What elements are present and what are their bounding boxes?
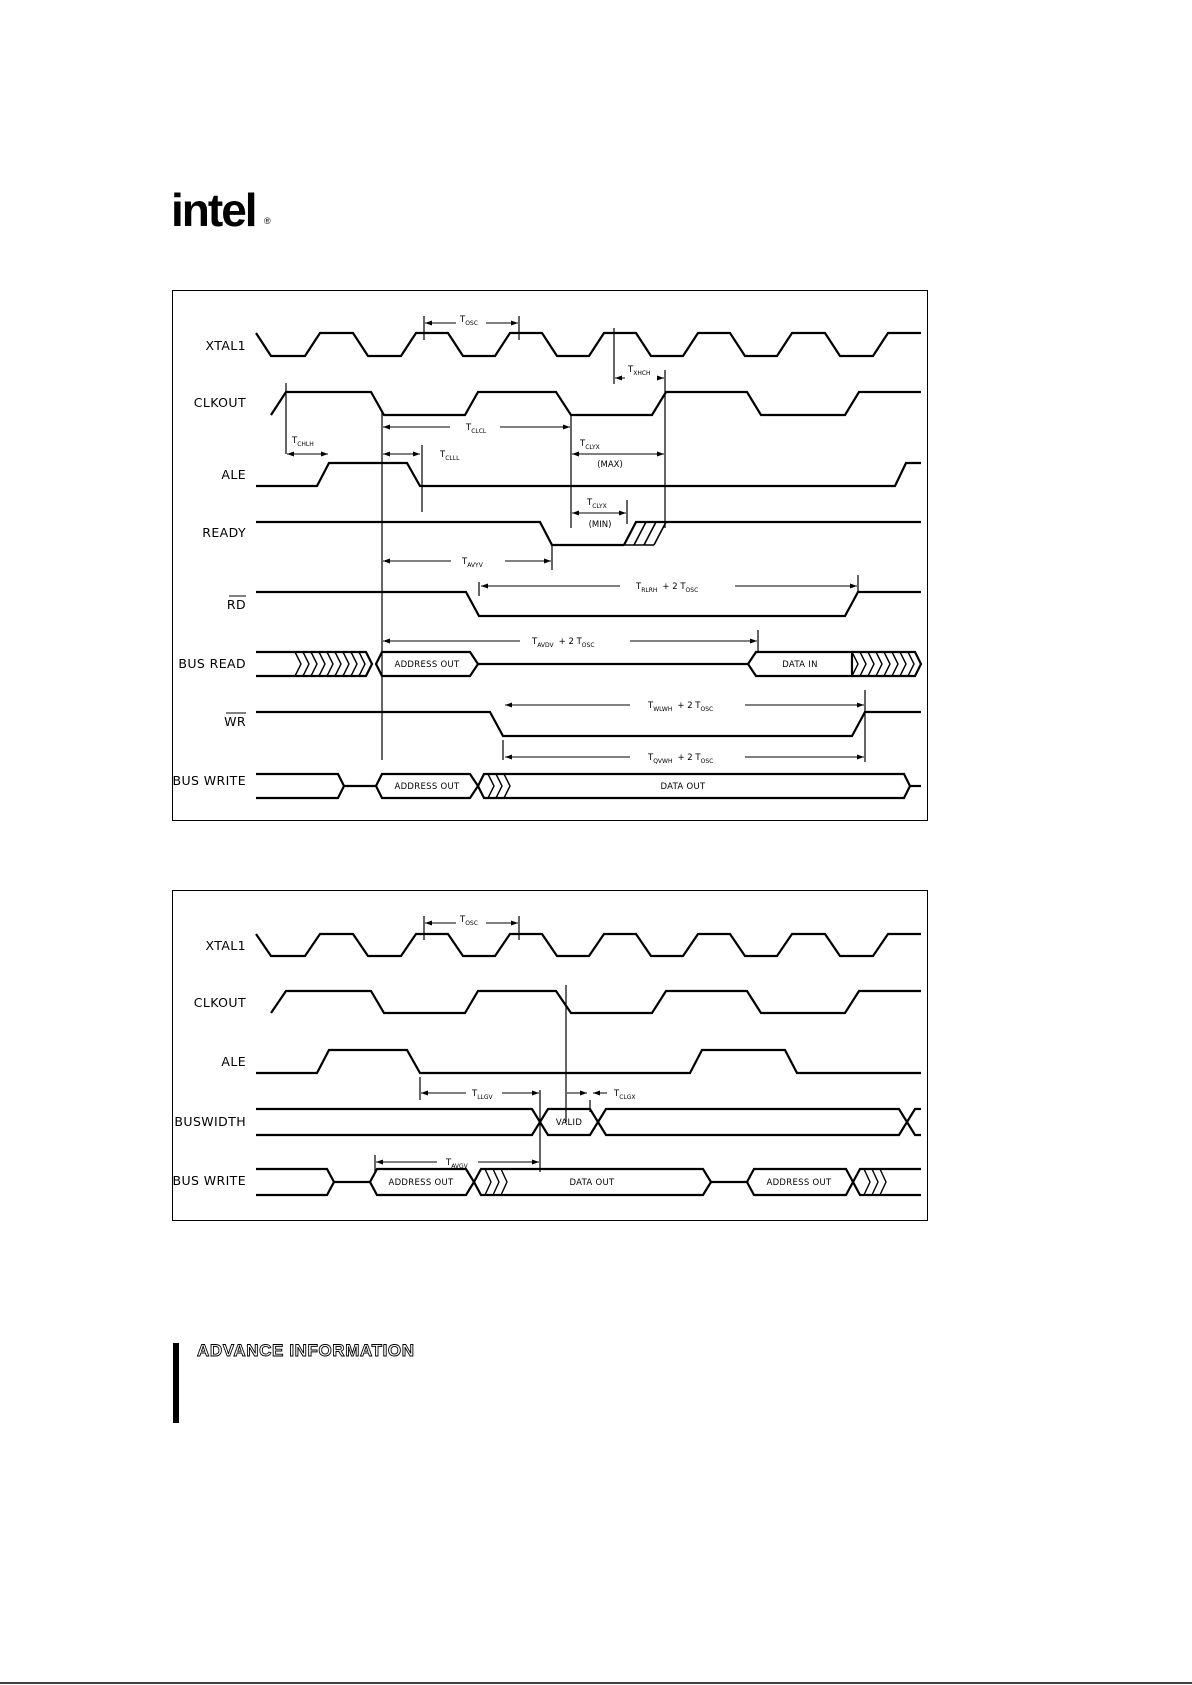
signal-label-xtal1: XTAL1 bbox=[205, 338, 246, 353]
advance-information-label: ADVANCE INFORMATION bbox=[197, 1341, 415, 1360]
signal-label-buswidth: BUSWIDTH bbox=[174, 1114, 246, 1129]
bus-write-data-out-label-2: DATA OUT bbox=[569, 1178, 615, 1188]
xtal1-waveform bbox=[256, 333, 921, 356]
timing-arrows bbox=[287, 323, 864, 757]
t-rlrh-label: $T_{RLRH} + 2$ $T_{OSC}$ bbox=[636, 582, 699, 594]
read-write-timing-diagram bbox=[173, 291, 928, 821]
bus-read-address-out-label: ADDRESS OUT bbox=[394, 660, 460, 670]
signal-label-ale: ALE bbox=[221, 467, 246, 482]
t-clll-label: $T_{CLLL}$ bbox=[440, 450, 460, 462]
bus-write-data-out-label: DATA OUT bbox=[660, 782, 706, 792]
buswidth-timing-diagram bbox=[173, 891, 928, 1221]
t-wlwh-label: $T_{WLWH} + 2$ $T_{OSC}$ bbox=[648, 701, 714, 713]
clkout-waveform-2 bbox=[271, 991, 921, 1013]
xtal1-waveform-2 bbox=[256, 934, 921, 956]
margin-bar bbox=[173, 1343, 179, 1423]
t-clcl-label: $T_{CLCL}$ bbox=[466, 423, 487, 435]
signal-label-clkout-2: CLKOUT bbox=[193, 995, 246, 1010]
t-clyx-max-note: (MAX) bbox=[597, 460, 623, 470]
bus-read-chevrons-left bbox=[295, 652, 365, 676]
bus-read-waveform bbox=[256, 652, 921, 676]
signal-label-bus-read: BUS READ bbox=[178, 656, 246, 671]
reference-lines bbox=[286, 316, 865, 762]
bus-write-address-out-label-3: ADDRESS OUT bbox=[766, 1178, 832, 1188]
rd-waveform bbox=[256, 592, 921, 616]
t-clgx-label: $T_{CLGX}$ bbox=[614, 1089, 636, 1101]
t-clyx-min-note: (MIN) bbox=[588, 520, 612, 530]
ready-waveform bbox=[256, 522, 624, 545]
signal-label-rd: RD bbox=[226, 597, 246, 612]
buswidth-valid-label: VALID bbox=[555, 1118, 583, 1128]
t-osc-label: $T_{OSC}$ bbox=[460, 315, 478, 327]
bus-write-waveform bbox=[256, 774, 921, 798]
t-avdv-label: $T_{AVDV} + 2$ $T_{OSC}$ bbox=[532, 637, 595, 649]
signal-label-wr: WR bbox=[224, 714, 246, 729]
signal-label-bus-write: BUS WRITE bbox=[172, 773, 246, 788]
ale-waveform bbox=[256, 463, 921, 486]
t-xhch-label: $T_{XHCH}$ bbox=[628, 365, 651, 377]
ale-waveform-2 bbox=[256, 1050, 921, 1073]
bus-read-data-in-label: DATA IN bbox=[782, 660, 818, 670]
signal-label-bus-write-2: BUS WRITE bbox=[172, 1173, 246, 1188]
intel-logo bbox=[171, 184, 271, 236]
advance-information-block bbox=[173, 1341, 415, 1423]
t-clyx-max-label: $T_{CLYX}$ bbox=[580, 439, 600, 451]
reference-lines-2 bbox=[375, 916, 590, 1172]
t-llgv-label: $T_{LLGV}$ bbox=[472, 1089, 493, 1101]
t-qvwh-label: $T_{QVWH} + 2$ $T_{OSC}$ bbox=[648, 753, 714, 765]
svg-text:®: ® bbox=[264, 216, 271, 226]
signal-label-ready: READY bbox=[202, 525, 246, 540]
t-clyx-min-label: $T_{CLYX}$ bbox=[587, 498, 607, 510]
buswidth-waveform bbox=[256, 1109, 921, 1135]
signal-label-ale-2: ALE bbox=[221, 1054, 246, 1069]
t-chlh-label: $T_{CHLH}$ bbox=[292, 436, 314, 448]
clkout-waveform bbox=[271, 392, 921, 415]
wr-waveform bbox=[256, 712, 921, 736]
bus-write-address-out-label-2: ADDRESS OUT bbox=[388, 1178, 454, 1188]
bus-read-chevrons-right bbox=[852, 652, 914, 676]
t-avyv-label: $T_{AVYV}$ bbox=[462, 557, 483, 569]
t-osc-label-2: $T_{OSC}$ bbox=[460, 915, 478, 927]
bus-write-address-out-label: ADDRESS OUT bbox=[394, 782, 460, 792]
ready-hatch bbox=[624, 522, 666, 545]
svg-text:intel: intel bbox=[171, 184, 256, 236]
t-avgv-label: $T_{AVGV}$ bbox=[446, 1158, 468, 1170]
signal-label-xtal1-2: XTAL1 bbox=[205, 938, 246, 953]
signal-label-clkout: CLKOUT bbox=[193, 395, 246, 410]
